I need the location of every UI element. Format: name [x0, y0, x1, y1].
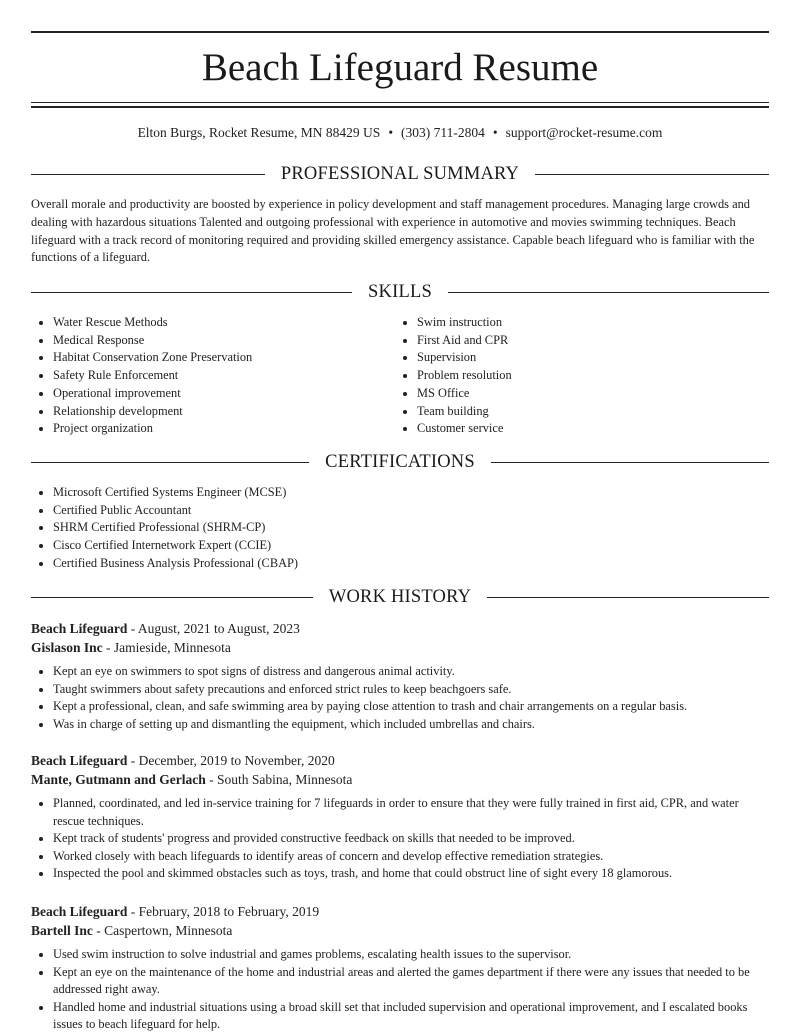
heading-rule-left [31, 292, 352, 293]
job-bullet: • Used swim instruction to solve industrial and games problems, escalating health issues to the supervisor. [53, 946, 769, 964]
job-entry [31, 902, 769, 1034]
job-dates: - August, 2021 to August, 2023 [127, 621, 300, 636]
certification-item: • Microsoft Certified Systems Engineer (MCSE) [53, 484, 769, 502]
skill-item: • Customer service [417, 420, 769, 438]
job-company-line [31, 770, 769, 789]
contact-address: Elton Burgs, Rocket Resume, MN 88429 US [137, 125, 381, 140]
job-title-line [31, 619, 769, 638]
skill-item: • Operational improvement [53, 385, 391, 403]
job-title-line [31, 902, 769, 921]
title-rule-thick [31, 106, 769, 108]
certifications-list-wrap [31, 484, 769, 573]
skill-item: • Medical Response [53, 332, 391, 350]
skill-item: • Habitat Conservation Zone Preservation [53, 349, 391, 367]
job-dates: - February, 2018 to February, 2019 [127, 904, 320, 919]
job-bullets [31, 663, 769, 733]
job-company: Bartell Inc [31, 923, 93, 938]
heading-rule-left [31, 462, 309, 463]
certification-item: • Certified Public Accountant [53, 502, 769, 520]
job-bullet: • Handled home and industrial situations using a broad skill set that included supervision and operational improvement, and I escalated books issues to beach lifeguard for help. [53, 999, 769, 1034]
top-rule [31, 31, 769, 33]
work-history-heading [31, 585, 769, 609]
skill-item: • Project organization [53, 420, 391, 438]
job-company: Mante, Gutmann and Gerlach [31, 772, 206, 787]
job-company-line [31, 921, 769, 940]
heading-rule-left [31, 597, 313, 598]
job-entry [31, 619, 769, 733]
summary-heading [31, 162, 769, 186]
job-title: Beach Lifeguard [31, 904, 128, 919]
contact-phone: (303) 711-2804 [401, 125, 485, 140]
contact-line [31, 124, 769, 142]
skill-item: • Water Rescue Methods [53, 314, 391, 332]
skills-right-list [395, 314, 769, 438]
job-bullet: • Kept an eye on swimmers to spot signs of distress and dangerous animal activity. [53, 663, 769, 681]
certification-item: • Cisco Certified Internetwork Expert (CCIE) [53, 537, 769, 555]
job-entry [31, 751, 769, 883]
resume-title: Beach Lifeguard Resume [201, 46, 599, 89]
job-bullet: • Taught swimmers about safety precautions and enforced strict rules to keep beachgoers safe. [53, 681, 769, 699]
work-history-heading-label: WORK HISTORY [328, 586, 472, 607]
certifications-heading [31, 450, 769, 474]
certification-item: • SHRM Certified Professional (SHRM-CP) [53, 519, 769, 537]
skills-left-column [31, 314, 391, 438]
contact-separator: • [388, 125, 394, 140]
skills-heading-label: SKILLS [368, 281, 432, 302]
skill-item: • Supervision [417, 349, 769, 367]
heading-rule-right [535, 174, 769, 175]
job-bullet: • Was in charge of setting up and dismantling the equipment, which included umbrellas and chairs. [53, 716, 769, 734]
heading-rule-right [491, 462, 769, 463]
job-location: - Caspertown, Minnesota [92, 923, 233, 938]
job-location: - Jamieside, Minnesota [102, 640, 231, 655]
heading-rule-right [487, 597, 769, 598]
skills-left-list [31, 314, 391, 438]
title-rule-thin [31, 102, 769, 103]
job-bullet: • Planned, coordinated, and led in-service training for 7 lifeguards in order to ensure that they were fully trained in first aid, CPR, and water rescue techniques. [53, 795, 769, 830]
contact-email: support@rocket-resume.com [505, 125, 663, 140]
job-title-line [31, 751, 769, 770]
certification-item: • Certified Business Analysis Professional (CBAP) [53, 555, 769, 573]
heading-rule-right [448, 292, 769, 293]
job-dates: - December, 2019 to November, 2020 [127, 753, 335, 768]
skill-item: • MS Office [417, 385, 769, 403]
job-bullet: • Kept track of students' progress and provided constructive feedback on skills that needed to be improved. [53, 830, 769, 848]
skill-item: • Relationship development [53, 403, 391, 421]
job-bullet: • Kept an eye on the maintenance of the home and industrial areas and alerted the games department if there were any issues that needed to be addressed right away. [53, 964, 769, 999]
job-company-line [31, 638, 769, 657]
contact-separator: • [492, 125, 498, 140]
skill-item: • Problem resolution [417, 367, 769, 385]
skill-item: • Swim instruction [417, 314, 769, 332]
job-title: Beach Lifeguard [31, 621, 128, 636]
job-bullet: • Kept a professional, clean, and safe swimming area by paying close attention to trash and chair arrangements on a regular basis. [53, 698, 769, 716]
job-title: Beach Lifeguard [31, 753, 128, 768]
job-bullet: • Worked closely with beach lifeguards to identify areas of concern and develop effective remediation strategies. [53, 848, 769, 866]
certifications-heading-label: CERTIFICATIONS [325, 451, 475, 472]
summary-text: Overall morale and productivity are boosted by experience in policy development and staff management procedures. Managing large crowds and dealing with hazardous situations Talented and outgoing professional with experience in automotive and movies swimming techniques. Beach lifeguard with a track record of monitoring required and providing skilled emergency assistance. Capable beach lifeguard who is familiar with the functions of a lifeguard. [31, 197, 755, 265]
summary-heading-label: PROFESSIONAL SUMMARY [280, 163, 520, 184]
certifications-list [31, 484, 769, 573]
skill-item: • Team building [417, 403, 769, 421]
job-location: - South Sabina, Minnesota [205, 772, 353, 787]
skills-heading [31, 280, 769, 304]
skill-item: • Safety Rule Enforcement [53, 367, 391, 385]
job-bullets [31, 946, 769, 1034]
heading-rule-left [31, 174, 265, 175]
skill-item: • First Aid and CPR [417, 332, 769, 350]
job-company: Gislason Inc [31, 640, 103, 655]
skills-right-column [395, 314, 769, 438]
job-bullet: • Inspected the pool and skimmed obstacles such as toys, trash, and home that could obstruct line of sight every 18 glamorous. [53, 865, 769, 883]
job-bullets [31, 795, 769, 883]
